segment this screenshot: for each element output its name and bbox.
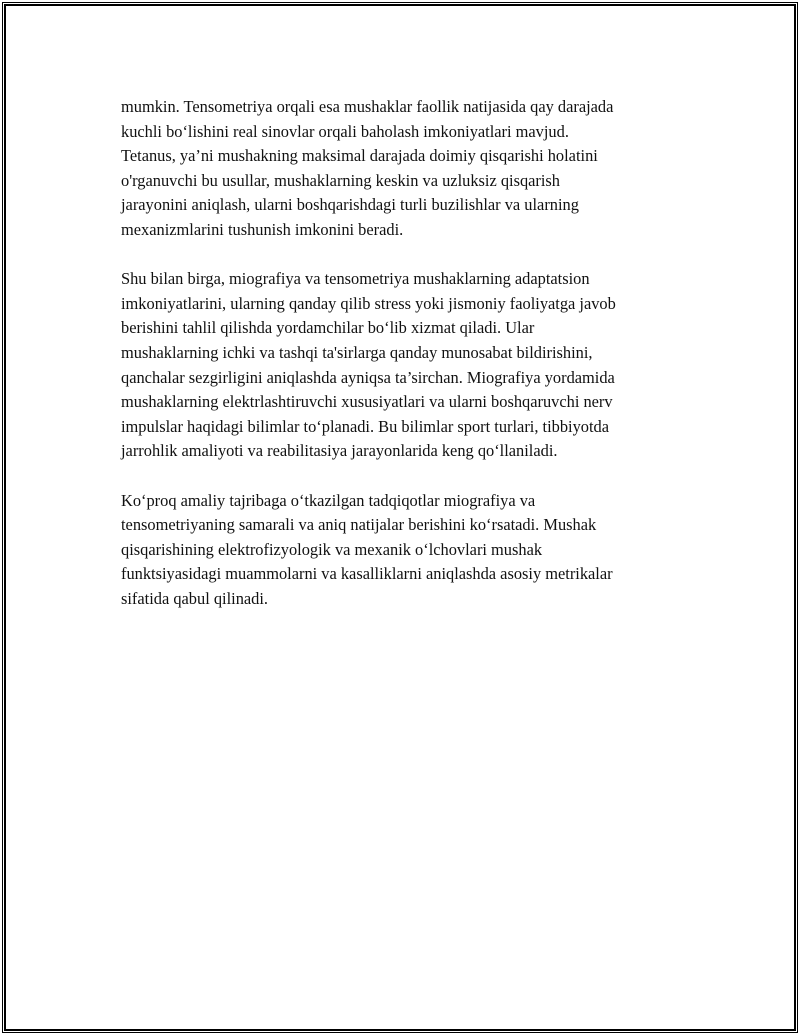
text-line: impulslar haqidagi bilimlar to‘planadi. Bu bilimlar sport turlari, tibbiyotda — [121, 416, 609, 436]
text-line: mushaklarning elektrlashtiruvchi xususiyatlari va ularni boshqaruvchi nerv — [121, 392, 613, 412]
text-line: Shu bilan birga, miografiya va tensometriya mushaklarning adaptatsion — [121, 269, 590, 289]
text-line: mexanizmlarini tushunish imkonini beradi. — [121, 219, 404, 239]
text-line: qisqarishining elektrofizyologik va mexanik o‘lchovlari mushak — [121, 539, 543, 559]
text-line: mumkin. Tensometriya orqali esa mushaklar faollik natijasida qay darajada — [121, 97, 614, 116]
document-body — [121, 95, 701, 636]
text-line: o'rganuvchi bu usullar, mushaklarning keskin va uzluksiz qisqarish — [121, 170, 561, 190]
paragraph-3 — [121, 489, 701, 612]
text-line: tensometriyaning samarali va aniq natijalar berishini ko‘rsatadi. Mushak — [121, 515, 597, 535]
text-line: jarrohlik amaliyoti va reabilitasiya jarayonlarida keng qo‘llaniladi. — [121, 441, 558, 461]
text-line: mushaklarning ichki va tashqi ta'sirlarga qanday munosabat bildirishini, — [121, 342, 593, 362]
paragraph-2 — [121, 267, 701, 464]
text-line: Tetanus, ya’ni mushakning maksimal darajada doimiy qisqarishi holatini — [121, 146, 598, 166]
paragraph-1 — [121, 95, 701, 243]
page-frame — [2, 2, 798, 1033]
text-line: sifatida qabul qilinadi. — [121, 588, 269, 608]
text-line: jarayonini aniqlash, ularni boshqarishdagi turli buzilishlar va ularning — [121, 195, 579, 215]
text-line: imkoniyatlarini, ularning qanday qilib stress yoki jismoniy faoliyatga javob — [121, 293, 616, 313]
text-line: Ko‘proq amaliy tajribaga o‘tkazilgan tadqiqotlar miografiya va — [121, 490, 536, 510]
text-line: qanchalar sezgirligini aniqlashda ayniqsa ta’sirchan. Miografiya yordamida — [121, 367, 615, 387]
text-line: berishini tahlil qilishda yordamchilar bo‘lib xizmat qiladi. Ular — [121, 318, 535, 338]
text-line: funktsiyasidagi muammolarni va kasalliklarni aniqlashda asosiy metrikalar — [121, 564, 613, 584]
text-line: kuchli bo‘lishini real sinovlar orqali baholash imkoniyatlari mavjud. — [121, 121, 569, 141]
